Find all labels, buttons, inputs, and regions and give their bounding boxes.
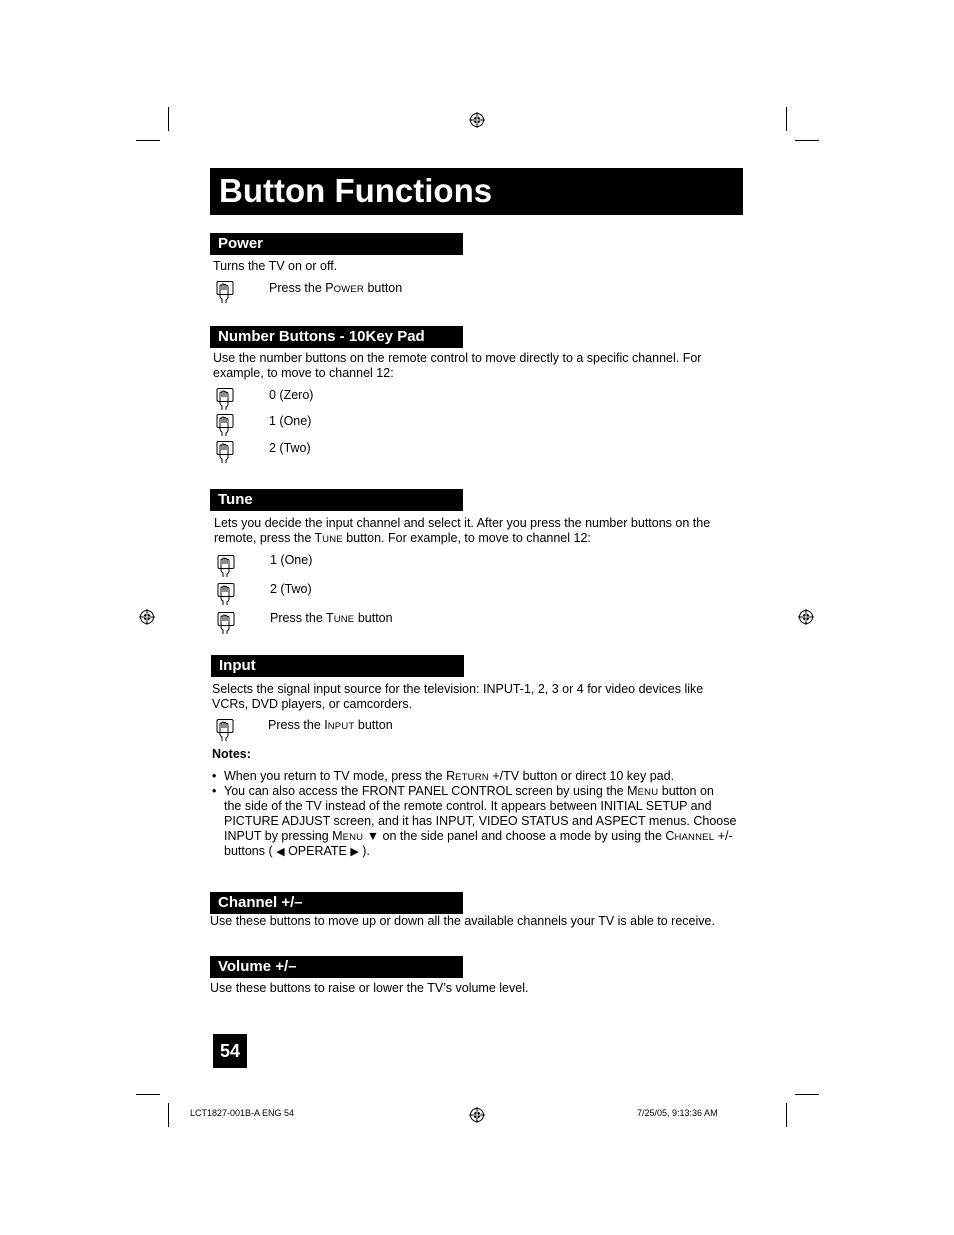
volume-description: Use these buttons to raise or lower the TV’s volume level. [210, 981, 529, 995]
channel-description: Use these buttons to move up or down all the available channels your TV is able to receive. [210, 914, 715, 928]
number-step: 0 (Zero) [269, 388, 314, 402]
crop-mark [786, 1103, 787, 1127]
notes-heading: Notes: [212, 747, 251, 761]
crop-mark [795, 140, 819, 141]
bullet-icon: • [212, 784, 217, 798]
right-arrow-icon: ▶ [350, 846, 359, 858]
registration-mark-icon [798, 609, 814, 625]
pressing-hand-icon [213, 387, 237, 411]
number-description-line: example, to move to channel 12: [213, 366, 394, 380]
number-step: 2 (Two) [269, 441, 311, 455]
tune-step: 2 (Two) [270, 582, 312, 596]
pressing-hand-icon [214, 554, 238, 578]
crop-mark [136, 1094, 160, 1095]
pressing-hand-icon [213, 413, 237, 437]
pressing-hand-icon [214, 582, 238, 606]
section-heading-input: Input [211, 655, 464, 677]
section-heading-tune: Tune [210, 489, 463, 511]
crop-mark [795, 1094, 819, 1095]
note-line: the side of the TV instead of the remote control. It appears between INITIAL SETUP and [224, 799, 712, 813]
page-title-banner [210, 168, 743, 215]
tune-description-line: Lets you decide the input channel and select it. After you press the number buttons on the [214, 516, 711, 530]
pressing-hand-icon [214, 611, 238, 635]
input-description-line: VCRs, DVD players, or camcorders. [212, 697, 413, 711]
input-description-line: Selects the signal input source for the television: INPUT-1, 2, 3 or 4 for video devices like [212, 682, 704, 696]
crop-mark [168, 1103, 169, 1127]
footer-timestamp: 7/25/05, 9:13:36 AM [637, 1108, 718, 1118]
footer-doc-id: LCT1827-001B-A ENG 54 [190, 1108, 295, 1118]
registration-mark-icon [139, 609, 155, 625]
pressing-hand-icon [213, 718, 237, 742]
power-step: Press the POWER button [269, 281, 403, 295]
section-heading-volume: Volume +/– [210, 956, 463, 978]
number-step: 1 (One) [269, 414, 312, 428]
section-heading-channel: Channel +/– [210, 892, 463, 914]
bullet-icon: • [212, 769, 217, 783]
note-line: When you return to TV mode, press the RETURN +/TV button or direct 10 key pad. [224, 769, 675, 783]
registration-mark-icon [469, 112, 485, 128]
section-heading-power: Power [210, 233, 463, 255]
tune-step: 1 (One) [270, 553, 313, 567]
tune-step: Press the TUNE button [270, 611, 393, 625]
power-description: Turns the TV on or off. [213, 259, 338, 273]
crop-mark [786, 107, 787, 131]
pressing-hand-icon [213, 280, 237, 304]
number-description-line: Use the number buttons on the remote control to move directly to a specific channel. For [213, 351, 702, 365]
left-arrow-icon: ◀ [276, 846, 285, 858]
page-title: Button Functions [219, 172, 493, 209]
tune-description-line: remote, press the TUNE button. For example, to move to channel 12: [214, 531, 591, 545]
crop-mark [136, 140, 160, 141]
crop-mark [168, 107, 169, 131]
section-heading-number-buttons: Number Buttons - 10Key Pad [210, 326, 463, 348]
registration-mark-icon [469, 1107, 485, 1123]
input-step: Press the INPUT button [268, 718, 393, 732]
note-line: You can also access the FRONT PANEL CONTROL screen by using the MENU button on [224, 784, 714, 798]
page-number: 54 [213, 1034, 247, 1068]
note-line: INPUT by pressing MENU ▼ on the side panel and choose a mode by using the CHANNEL +/- [224, 829, 733, 843]
note-line: buttons ( ◀ OPERATE ▶ ). [224, 844, 370, 858]
pressing-hand-icon [213, 440, 237, 464]
note-line: PICTURE ADJUST screen, and it has INPUT, VIDEO STATUS and ASPECT menus. Choose [224, 814, 737, 828]
